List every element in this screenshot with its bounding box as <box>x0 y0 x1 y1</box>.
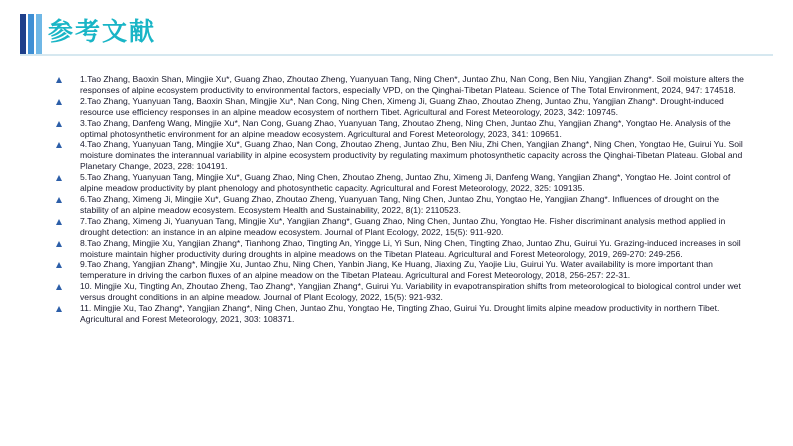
title-accent-bar <box>20 14 42 54</box>
reference-text: 6.Tao Zhang, Ximeng Ji, Mingjie Xu*, Guang Zhao, Zhoutao Zheng, Yuanyuan Tang, Ning Chen, Juntao Zhu, Yongtao He, Yangjian Zhang*. Influences of drought on the stability of an alpine meadow ecosystem. Ecosystem Health and Sustainability, 2022, 8(1): 2110523. <box>80 193 720 215</box>
reference-text: 4.Tao Zhang, Yuanyuan Tang, Mingjie Xu*, Guang Zhao, Nan Cong, Zhoutao Zheng, Juntao Zhu, Ben Niu, Zhi Chen, Yangjian Zhang*, Ning Chen, Yongtao He, Guirui Yu. Soil moisture dominates the interannual variability in alpine ecosystem productivity by regulating maximum photosynthetic capacity across the Qinghai-Tibetan Plateau. Global and Planetary Change, 2023, 228: 104191. <box>80 139 743 172</box>
reference-item <box>56 259 746 281</box>
reference-item <box>56 74 746 96</box>
triangle-bullet-icon <box>56 219 62 225</box>
reference-text: 2.Tao Zhang, Yuanyuan Tang, Baoxin Shan, Mingjie Xu*, Nan Cong, Ning Chen, Ximeng Ji, Guang Zhao, Zhoutao Zheng, Juntao Zhu, Yangjian Zhang*. Drought-induced resource use efficiency responses in an alpine meadow ecosystem of northern Tibet. Agricultural and Forest Meteorology, 2023, 342: 109745. <box>80 95 724 117</box>
accent-stripe-mid <box>28 14 34 54</box>
reference-item <box>56 238 746 260</box>
reference-item <box>56 139 746 172</box>
reference-text: 3.Tao Zhang, Danfeng Wang, Mingjie Xu*, Nan Cong, Guang Zhao, Yuanyuan Tang, Zhoutao Zheng, Ning Chen, Juntao Zhu, Yangjian Zhang*, Yongtao He. Analysis of the optimal photosynthetic environment for an alpine meadow ecosystem. Agricultural and Forest Meteorology, 2023, 341: 109651. <box>80 117 731 139</box>
reference-item <box>56 172 746 194</box>
reference-text: 1.Tao Zhang, Baoxin Shan, Mingjie Xu*, Guang Zhao, Zhoutao Zheng, Yuanyuan Tang, Ning Chen*, Juntao Zhu, Nan Cong, Ben Niu, Yangjian Zhang*. Soil moisture alters the responses of alpine ecosystem productivity to environmental factors, especially VPD, on the Qinghai-Tibetan Plateau. Science of The Total Environment, 2024, 947: 174518. <box>80 74 744 95</box>
triangle-bullet-icon <box>56 175 62 181</box>
page-title: 参考文献 <box>48 17 157 46</box>
reference-item <box>56 194 746 216</box>
reference-item <box>56 96 746 118</box>
triangle-bullet-icon <box>56 197 62 203</box>
accent-stripe-light <box>36 14 42 54</box>
triangle-bullet-icon <box>56 142 62 148</box>
triangle-bullet-icon <box>56 284 62 290</box>
title-divider <box>20 54 773 56</box>
reference-item <box>56 281 746 303</box>
reference-item <box>56 216 746 238</box>
reference-text: 11. Mingjie Xu, Tao Zhang*, Yangjian Zhang*, Ning Chen, Juntao Zhu, Yongtao He, Tingting Zhao, Guirui Yu. Drought limits alpine meadow productivity in northern Tibet. Agricultural and Forest Meteorology, 2021, 303: 108371. <box>80 303 720 324</box>
reference-text: 5.Tao Zhang, Yuanyuan Tang, Mingjie Xu*, Guang Zhao, Ning Chen, Zhoutao Zheng, Juntao Zhu, Ximeng Ji, Danfeng Wang, Yangjian Zhang*, Yongtao He. Joint control of alpine meadow productivity by plant phenology and photosynthetic capacity. Agricultural and Forest Meteorology, 2022, 325: 109135. <box>80 172 731 194</box>
reference-item <box>56 118 746 140</box>
reference-item <box>56 303 746 325</box>
triangle-bullet-icon <box>56 241 62 247</box>
reference-text: 8.Tao Zhang, Mingjie Xu, Yangjian Zhang*, Tianhong Zhao, Tingting An, Yingge Li, Yi Sun, Ning Chen, Tingting Zhao, Juntao Zhu, Guirui Yu. Grazing-induced increases in soil moisture maintain higher productivity during droughts in alpine meadows on the Tibetan Plateau. Agricultural and Forest Meteorology, 2019, 269-270: 249-256. <box>80 237 741 259</box>
reference-text: 7.Tao Zhang, Ximeng Ji, Yuanyuan Tang, Mingjie Xu*, Yangjian Zhang*, Guang Zhao, Ning Chen, Juntao Zhu, Yongtao He. Fisher discriminant analysis method applied in drought detection: an instance in an alpine meadow ecosystem. Journal of Plant Ecology, 2022, 15(5): 911-920. <box>80 215 726 237</box>
triangle-bullet-icon <box>56 77 62 83</box>
reference-list <box>56 74 746 325</box>
triangle-bullet-icon <box>56 306 62 312</box>
reference-text: 9.Tao Zhang, Yangjian Zhang*, Mingjie Xu, Juntao Zhu, Ning Chen, Yanbin Jiang, Ke Huang, Jiaxing Zu, Yaojie Liu, Guirui Yu. Water availability is more important than temperature in driving the carbon fluxes of an alpine meadow on the Tibetan Plateau. Agricultural and Forest Meteorology, 2018, 256-257: 22-31. <box>80 259 713 281</box>
reference-text: 10. Mingjie Xu, Tingting An, Zhoutao Zheng, Tao Zhang*, Yangjian Zhang*, Guirui Yu. Variability in evapotranspiration shifts from meteorological to biological control under wet versus drought conditions in an alpine meadow. Journal of Plant Ecology, 2022, 15(5): 921-932. <box>80 281 741 303</box>
triangle-bullet-icon <box>56 121 62 127</box>
accent-stripe-dark <box>20 14 26 54</box>
triangle-bullet-icon <box>56 99 62 105</box>
triangle-bullet-icon <box>56 262 62 268</box>
